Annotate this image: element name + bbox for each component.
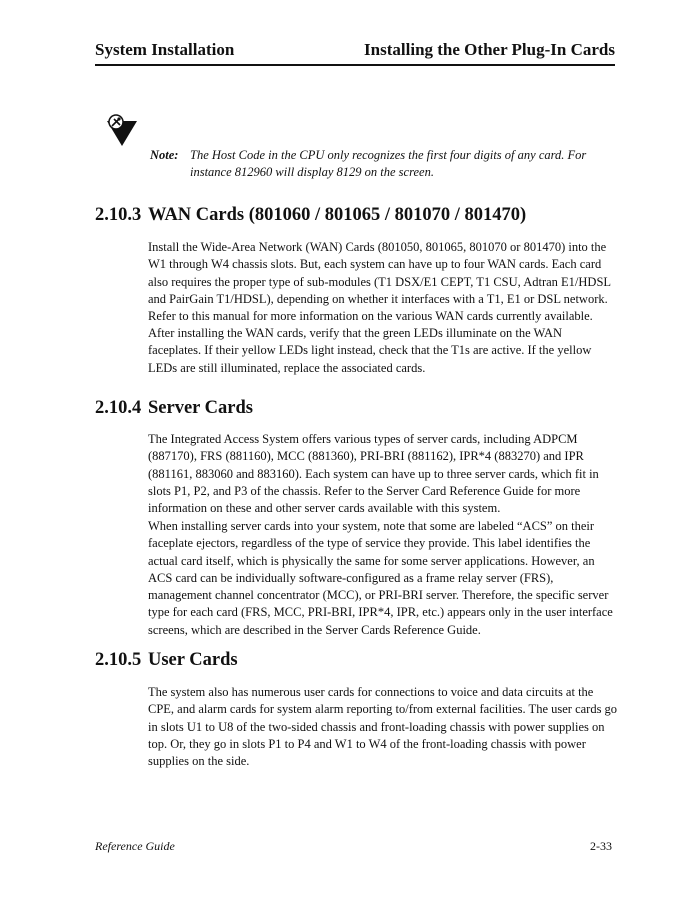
- footer-page-number: 2-33: [590, 839, 612, 853]
- server-cards-paragraph-2: When installing server cards into your system, note that some are labeled “ACS” on their faceplate ejectors, regardless of the type of service they provide. This label identifies the actual card itself, which is physically the same for some server applications. However, an ACS card can be individually software-configured as a frame relay server (FRS), management channel concentrator (MCC), or PRI-BRI server. Therefore, the specific server type for each card (FRS, MCC, PRI-BRI, IPR*4, IPR, etc.) appears only in the user interface screens, which are described in the Server Cards Reference Guide.: [148, 519, 613, 637]
- section-title: Server Cards: [148, 398, 253, 418]
- section-heading-server-cards: [95, 398, 253, 419]
- header-section-title: Installing the Other Plug-In Cards: [364, 40, 615, 59]
- wan-cards-paragraph-2: After installing the WAN cards, verify that the green LEDs illuminate on the WAN faceplates. If their yellow LEDs light instead, check that the T1s are active. If the yellow LEDs are still illuminated, replace the associated cards.: [148, 326, 592, 375]
- server-cards-paragraph-1: The Integrated Access System offers various types of server cards, including ADPCM (887170), FRS (881160), MCC (881360), PRI-BRI (881162), IPR*4 (883270) and IPR (881161, 883060 and 883160). Each system can have up to three server cards, which fit in slots P1, P2, and P3 of the chassis. Refer to the Server Card Reference Guide for more information on these and other server cards available with this system.: [148, 432, 599, 516]
- section-number: 2.10.4: [95, 398, 142, 418]
- wan-cards-paragraph-1: Install the Wide-Area Network (WAN) Cards (801050, 801065, 801070 or 801470) into the W1 through W4 chassis slots. But, each system can have up to four WAN cards. Each card also requires the proper type of sub-modules (T1 DSX/E1 CEPT, T1 CSU, Adtran E1/HDSL and PairGain T1/HDSL), depending on whether it interfaces with a T1, E1 or DSL network. Refer to this manual for more information on the various WAN cards currently available.: [148, 240, 611, 324]
- note-icon: [106, 113, 138, 147]
- section-title: User Cards: [148, 650, 238, 670]
- section-number: 2.10.3: [95, 205, 142, 225]
- page-header: [95, 40, 615, 64]
- section-number: 2.10.5: [95, 650, 142, 670]
- note-text: The Host Code in the CPU only recognizes the first four digits of any card. For instance 812960 will display 8129 on the screen.: [190, 148, 587, 179]
- section-title: WAN Cards (801060 / 801065 / 801070 / 801470): [148, 205, 527, 225]
- section-heading-wan-cards: [95, 205, 526, 226]
- footer-guide-title: Reference Guide: [95, 839, 175, 853]
- header-chapter-title: System Installation: [95, 40, 235, 59]
- user-cards-paragraph-1: The system also has numerous user cards for connections to voice and data circuits at the CPE, and alarm cards for system alarm reporting to/from external facilities. The user cards go in slots U1 to U8 of the two-sided chassis and front-loading chassis with power supplies on top. Or, they go in slots P1 to P4 and W1 to W4 of the front-loading chassis with power supplies on the side.: [148, 685, 618, 769]
- header-rule: [95, 64, 615, 66]
- note-label: Note:: [150, 148, 179, 162]
- section-heading-user-cards: [95, 650, 238, 671]
